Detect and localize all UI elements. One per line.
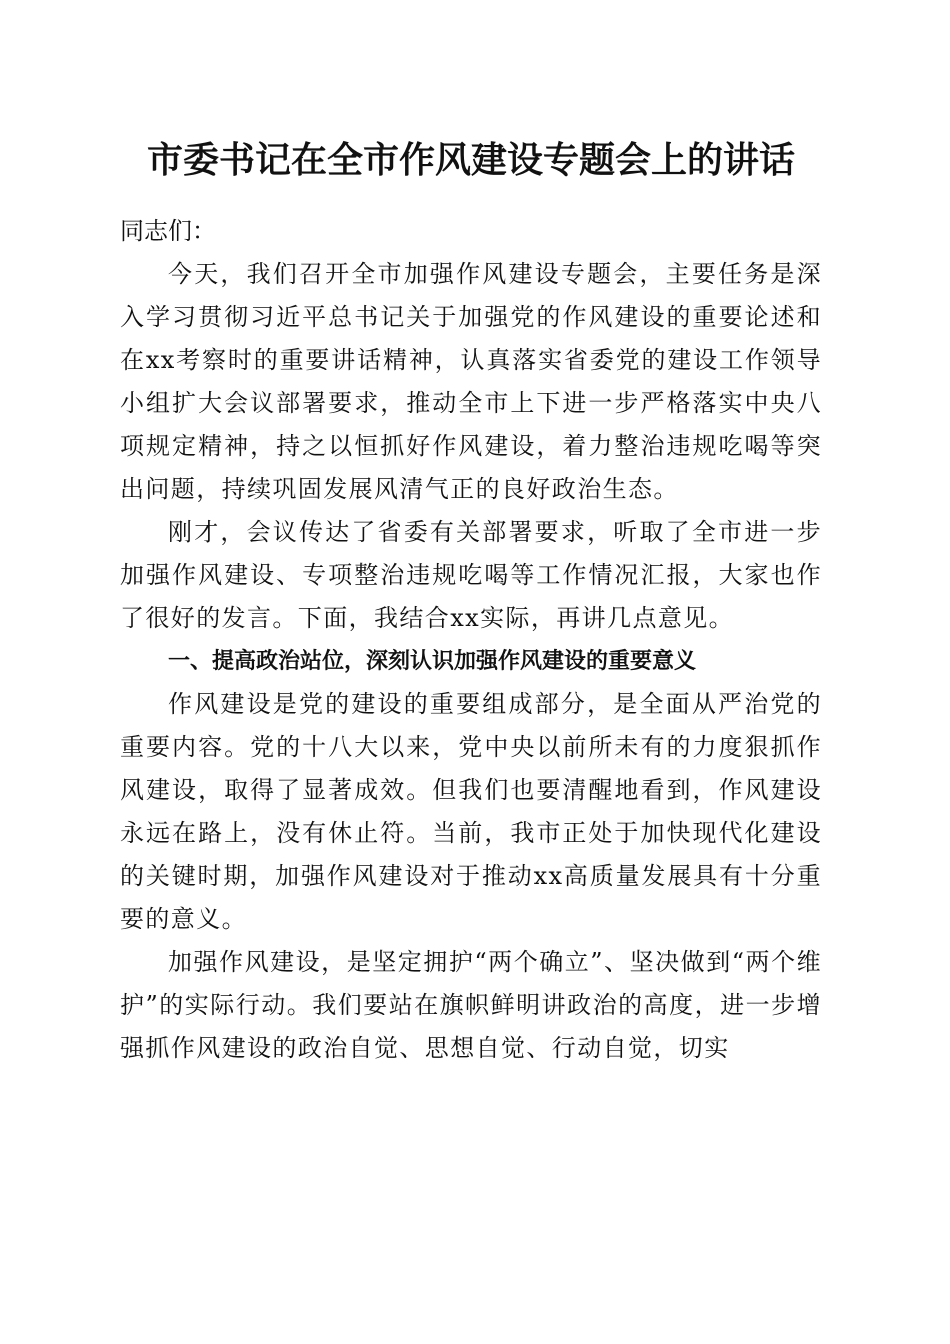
paragraph-section-1: 作风建设是党的建设的重要组成部分，是全面从严治党的重要内容。党的十八大以来，党中央以前所未有的力度狠抓作风建设，取得了显著成效。但我们也要清醒地看到，作风建设永远在路上，没有休止符。当前，我市正处于加快现代化建设的关键时期，加强作风建设对于推动xx高质量发展具有十分重要的意义。 [120, 690, 822, 933]
paragraph-summary: 刚才，会议传达了省委有关部署要求，听取了全市进一步加强作风建设、专项整治违规吃喝等工作情况汇报，大家也作了很好的发言。下面，我结合xx实际，再讲几点意见。 [120, 518, 822, 632]
paragraph-section-2: 加强作风建设，是坚定拥护“两个确立”、坚决做到“两个维护”的实际行动。我们要站在旗帜鲜明讲政治的高度，进一步增强抓作风建设的政治自觉、思想自觉、行动自觉，切实 [120, 948, 822, 1062]
document-title: 市委书记在全市作风建设专题会上的讲话 [146, 139, 795, 181]
section-heading-1: 一、提高政治站位，深刻认识加强作风建设的重要意义 [168, 649, 697, 674]
document-page [120, 132, 822, 1070]
salutation: 同志们： [120, 217, 216, 245]
paragraph-opening: 今天，我们召开全市加强作风建设专题会，主要任务是深入学习贯彻习近平总书记关于加强党的作风建设的重要论述和在xx考察时的重要讲话精神，认真落实省委党的建设工作领导小组扩大会议部署要求，推动全市上下进一步严格落实中央八项规定精神，持之以恒抓好作风建设，着力整治违规吃喝等突出问题，持续巩固发展风清气正的良好政治生态。 [120, 260, 822, 503]
